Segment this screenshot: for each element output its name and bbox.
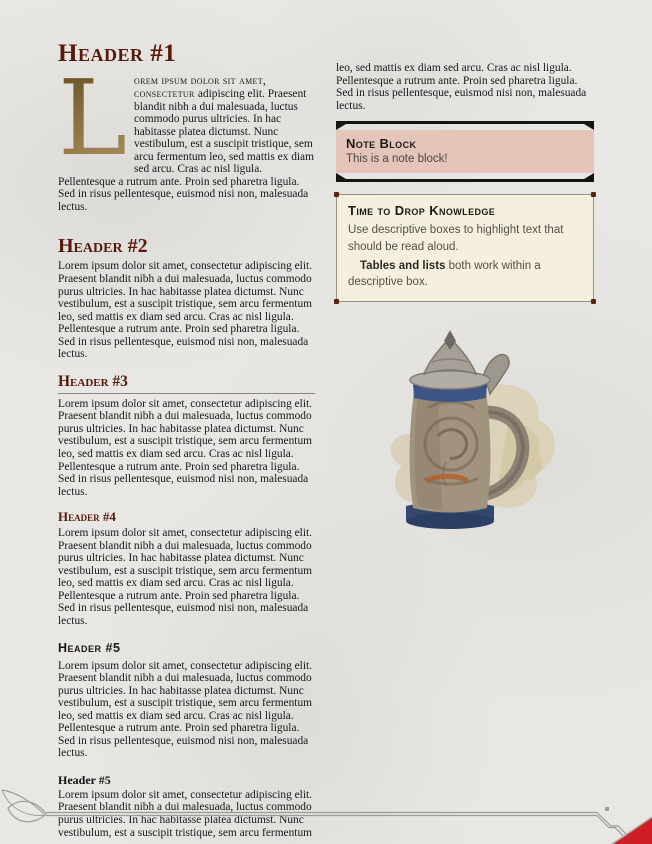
text-rest: both work within a descriptive box. bbox=[348, 259, 541, 289]
note-block bbox=[336, 121, 594, 182]
body-paragraph-2: Lorem ipsum dolor sit amet, consectetur adipiscing elit. Praesent blandit nibh a dui malesuada, luctus commodo purus ultricies. In hac habitasse platea dictumst. Nunc vestibulum, est a suscipit tristique, sem arcu fermentum leo, sed mattis ex diam sed arcu. Cras ac nisl ligula. Pellentesque a rutrum ante. Proin sed pharetra ligula. Sed in risus pellentesque, euismod nisi non, malesuada lectus. bbox=[58, 260, 313, 361]
body-paragraph-5: Lorem ipsum dolor sit amet, consectetur adipiscing elit. Praesent blandit nibh a dui malesuada, luctus commodo purus ultricies. In hac habitasse platea dictumst. Nunc vestibulum, est a suscipit tristique, sem arcu fermentum leo, sed mattis ex diam sed arcu. Cras ac nisl ligula. Pellentesque a rutrum ante. Proin sed pharetra ligula. Sed in risus pellentesque, euismod nisi non, malesuada lectus. bbox=[58, 659, 313, 760]
beer-stein-icon bbox=[358, 328, 572, 540]
body-paragraph-3: Lorem ipsum dolor sit amet, consectetur adipiscing elit. Praesent blandit nibh a dui malesuada, luctus commodo purus ultricies. In hac habitasse platea dictumst. Nunc vestibulum, est a suscipit tristique, sem arcu fermentum leo, sed mattis ex diam sed arcu. Cras ac nisl ligula. Pellentesque a rutrum ante. Proin sed pharetra ligula. Sed in risus pellentesque, euismod nisi non, malesuada lectus. bbox=[58, 397, 313, 498]
lead-smallcaps-text: orem ipsum dolor sit amet, consectetur bbox=[134, 74, 267, 100]
paragraph-text: adipiscing elit. Praesent blandit nibh a dui malesuada, luctus commodo purus ultricies. In hac habitasse platea dictumst. Nunc vestibulum, est a suscipit tristique, sem arcu fermentum leo, sed mattis ex diam sed arcu. Cras ac nisl ligula. Pellentesque a rutrum ante. Proin sed pharetra ligula. Sed in risus pellentesque, euismod nisi non, malesuada lectus. bbox=[58, 87, 314, 213]
note-text: This is a note block! bbox=[346, 153, 448, 166]
drop-cap: L bbox=[58, 57, 128, 179]
footer-ornament bbox=[0, 784, 652, 844]
corner-dot bbox=[334, 192, 339, 197]
body-paragraph-1 bbox=[58, 57, 315, 213]
descriptive-box bbox=[336, 194, 594, 302]
header-4: Header #4 bbox=[58, 509, 116, 525]
note-bottom-border bbox=[336, 173, 594, 182]
body-paragraph-continued: leo, sed mattis ex diam sed arcu. Cras ac nisl ligula. Pellentesque a rutrum ante. Proin sed pharetra ligula. Sed in risus pellentesque, euismod nisi non, malesuada lectus. bbox=[336, 62, 587, 112]
corner-dot bbox=[591, 299, 596, 304]
footer-square-dot bbox=[605, 807, 609, 811]
corner-dot bbox=[591, 192, 596, 197]
note-body bbox=[336, 130, 594, 173]
corner-dot bbox=[334, 299, 339, 304]
header-3: Header #3 bbox=[58, 373, 315, 394]
descriptive-box-text: Use descriptive boxes to highlight text that should be read aloud. bbox=[348, 224, 564, 253]
right-column bbox=[336, 62, 594, 540]
descriptive-box-text-2 bbox=[348, 258, 582, 291]
header-1: Header #1 bbox=[58, 40, 177, 67]
header-2: Header #2 bbox=[58, 235, 148, 258]
header-6: Header #5 bbox=[58, 772, 111, 787]
note-title: Note Block bbox=[346, 136, 417, 152]
body-paragraph-6: Lorem ipsum dolor sit amet, consectetur adipiscing elit. Praesent blandit nibh a dui malesuada, luctus commodo purus ultricies. In hac habitasse platea dictumst. Nunc vestibulum, est a suscipit tristique, sem arcu fermentum bbox=[58, 788, 313, 839]
descriptive-box-title: Time to Drop Knowledge bbox=[348, 203, 496, 219]
left-column bbox=[58, 40, 315, 844]
body-paragraph-4: Lorem ipsum dolor sit amet, consectetur adipiscing elit. Praesent blandit nibh a dui malesuada, luctus commodo purus ultricies. In hac habitasse platea dictumst. Nunc vestibulum, est a suscipit tristique, sem arcu fermentum leo, sed mattis ex diam sed arcu. Cras ac nisl ligula. Pellentesque a rutrum ante. Proin sed pharetra ligula. Sed in risus pellentesque, euismod nisi non, malesuada lectus. bbox=[58, 527, 313, 627]
bold-lead: Tables and lists bbox=[360, 259, 446, 272]
beer-stein-illustration bbox=[358, 328, 572, 540]
note-top-border bbox=[336, 121, 594, 130]
header-5: Header #5 bbox=[58, 640, 121, 655]
